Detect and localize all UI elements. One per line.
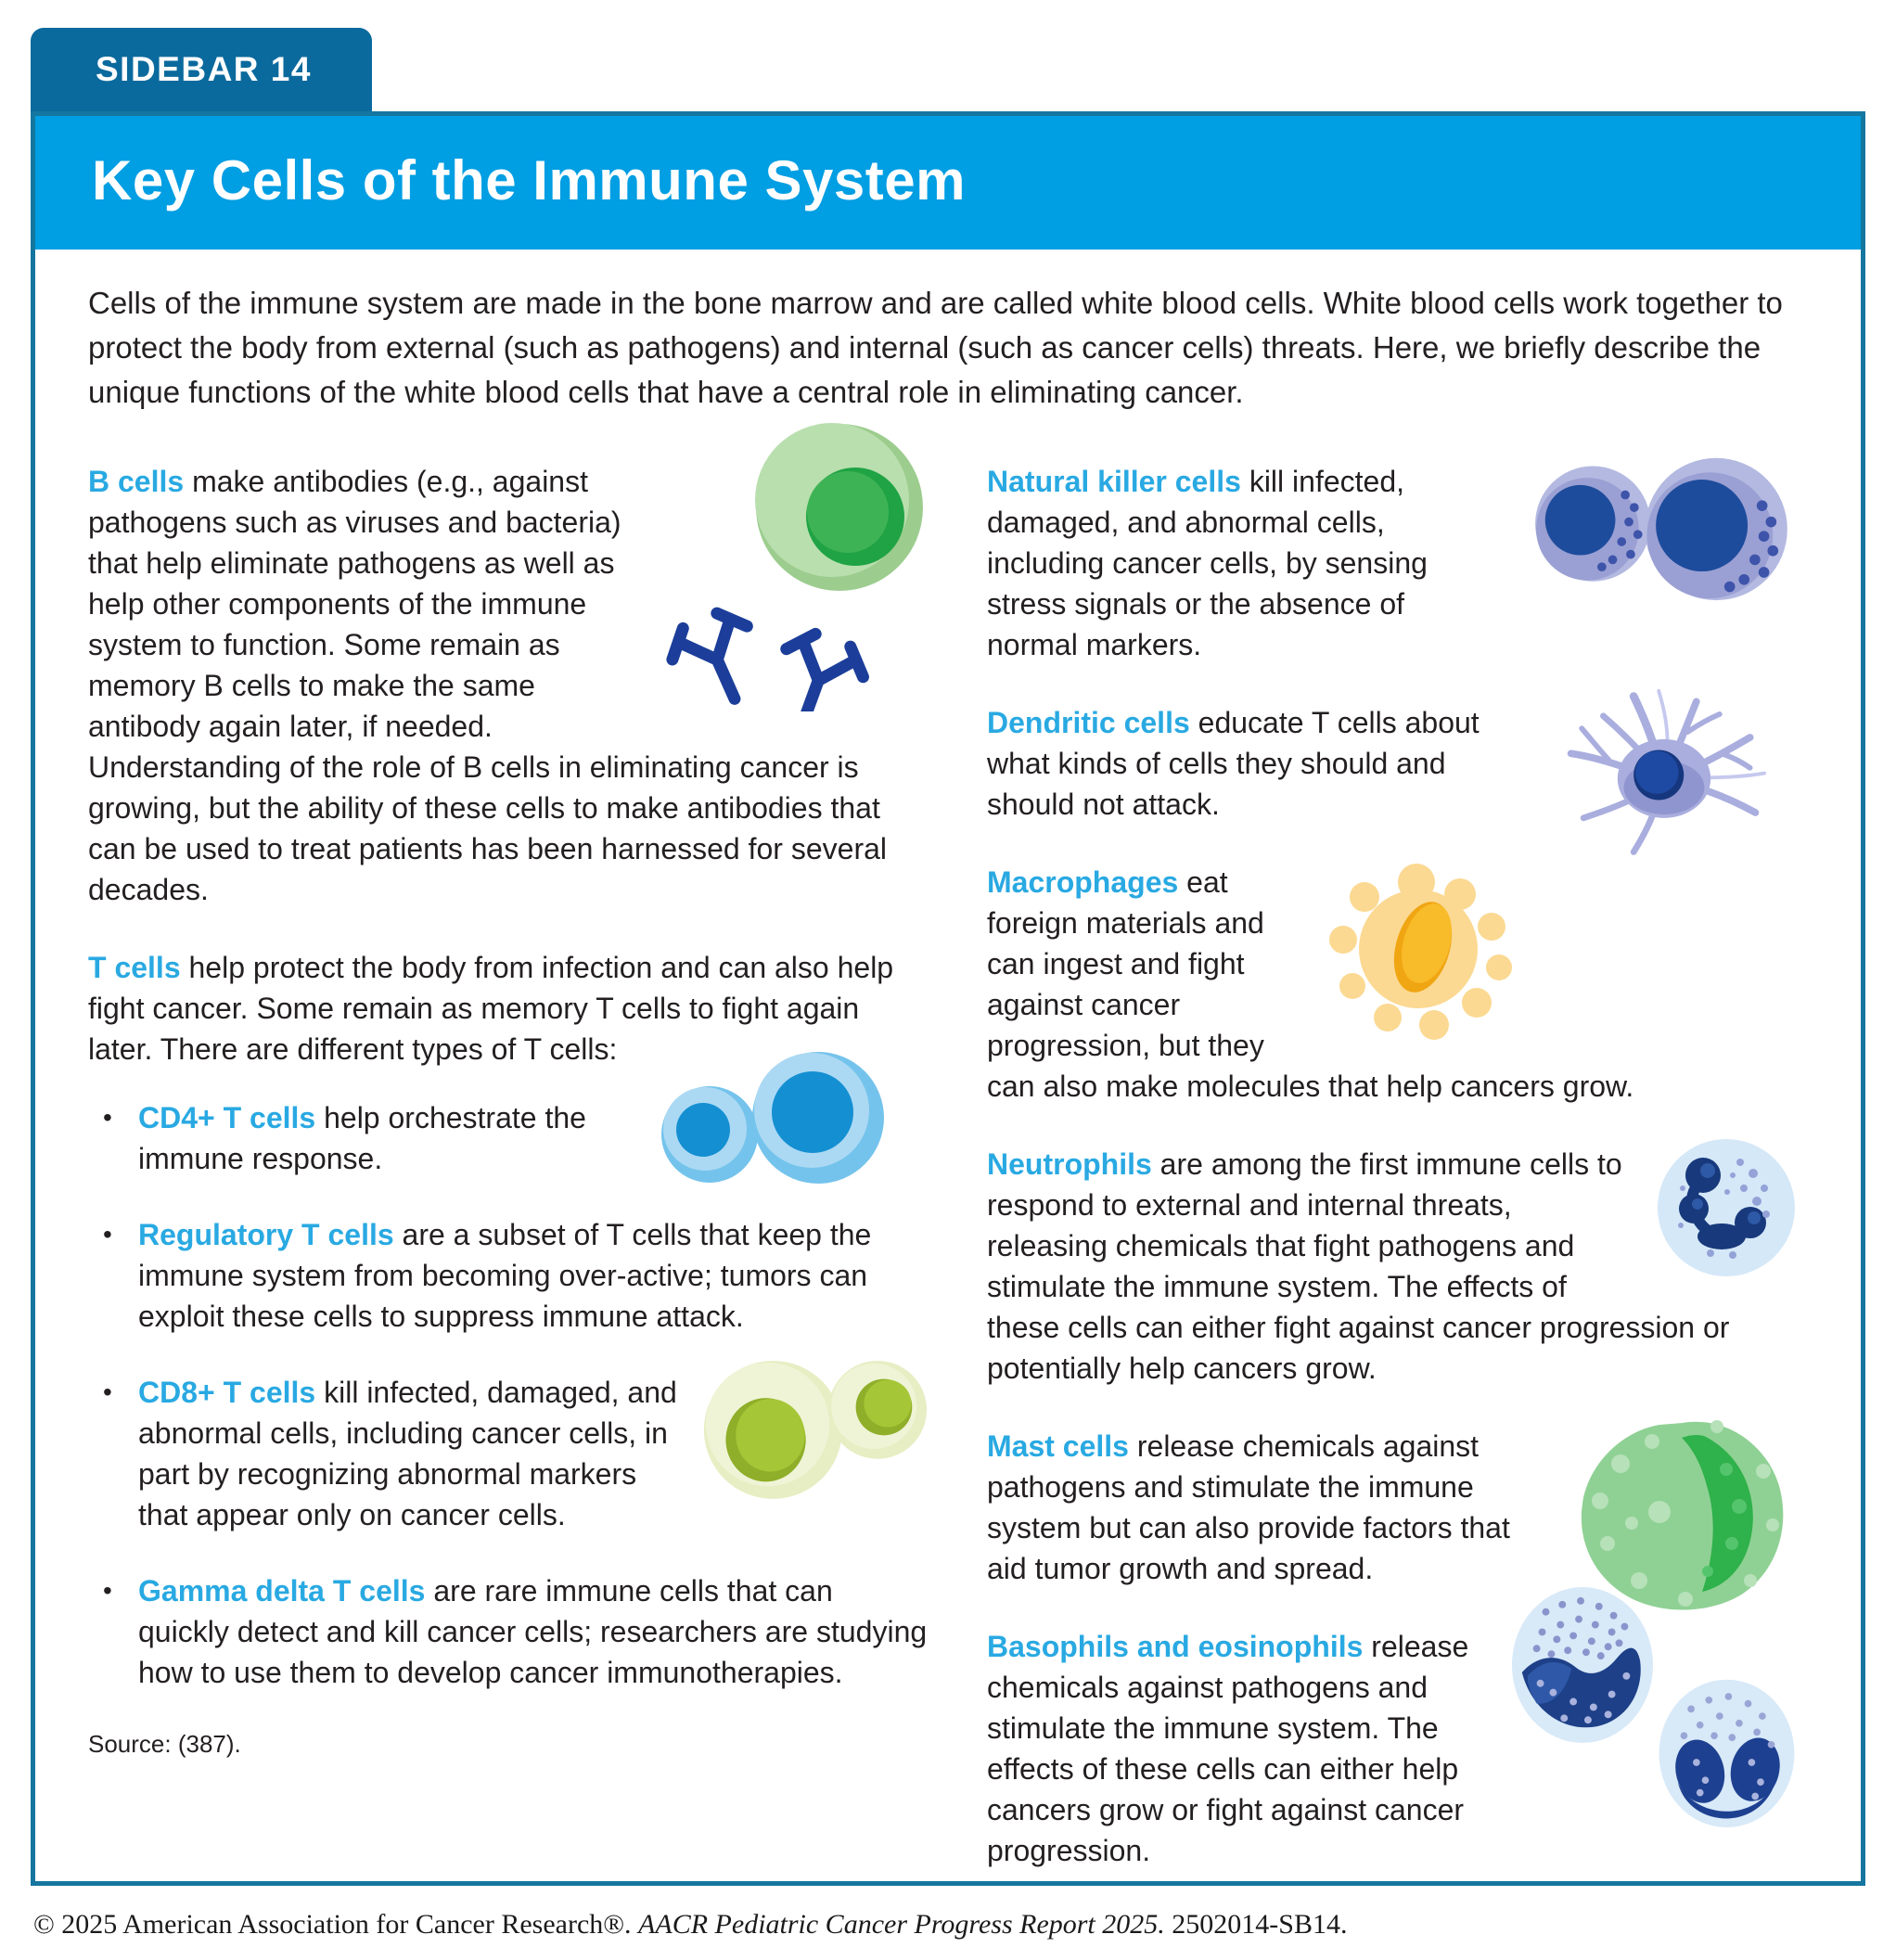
dendritic-cell-illustration <box>1530 685 1799 865</box>
source-note: Source: (387). <box>88 1730 241 1758</box>
bullet-dot: • <box>103 1103 112 1132</box>
macrophage-illustration <box>1321 854 1520 1049</box>
bullet-dot: • <box>103 1377 112 1406</box>
gamma-delta-text: are rare immune cells that can quickly detect and kill cancer cells; researchers are studying how to use them to develop cancer immunotherapies. <box>138 1574 928 1689</box>
footer-credit <box>33 1909 1861 1941</box>
regulatory-text: are a subset of T cells that keep the immune system from becoming over-active; tumors can exploit these cells to suppress immune attack. <box>138 1218 872 1333</box>
sidebar-content <box>88 281 1799 1908</box>
bullet-cd8-text-block <box>138 1372 928 1535</box>
bullet-cd8-t-cells <box>88 1372 928 1535</box>
t-cells-text: help protect the body from infection and can also help fight cancer. Some remain as memory T cells to fight again later. There are different types of T cells: <box>88 951 894 1066</box>
dendritic-term: Dendritic cells <box>987 706 1190 739</box>
intro-paragraph: Cells of the immune system are made in the bone marrow and are called white blood cells. White blood cells work together to protect the body from external (such as pathogens) and internal (such as cancer cells) threats. Here, we briefly describe the unique functions of the white blood cells that have a central role in eliminating cancer. <box>88 286 1783 409</box>
cd8-term: CD8+ T cells <box>138 1376 316 1409</box>
neutrophils-section <box>987 1144 1799 1389</box>
basophils-term: Basophils and eosinophils <box>987 1630 1364 1663</box>
natural-killer-cells-illustration <box>1520 450 1799 603</box>
sidebar-tab <box>31 28 372 111</box>
mast-cells-section <box>987 1426 1799 1589</box>
cd8-text: kill infected, damaged, and abnormal cells, including cancer cells, in part by recognizing abnormal markers that appear only on cancer cells. <box>138 1376 677 1531</box>
b-cells-text: make antibodies (e.g., against pathogens such as viruses and bacteria) that help eliminate pathogens as well as help other components of the immune system to function. Some remain as memory B cells to make the same antibody again later, if needed. Understanding of the role of B cells in eliminating cancer is growing, but the ability of these cells to make antibodies that can be used to treat patients has been harnessed for several decades. <box>88 465 887 906</box>
eosinophil-illustration <box>1655 1673 1799 1829</box>
footer-copyright: © 2025 American Association for Cancer Research®. <box>33 1909 639 1940</box>
basophils-text: release chemicals against pathogens and stimulate the immune system. The effects of these cells can either help cancers grow or fight against cancer progression. <box>987 1630 1469 1867</box>
bullet-regulatory-t-cells <box>88 1214 928 1337</box>
nk-term: Natural killer cells <box>987 465 1241 498</box>
footer-code: 2502014-SB14. <box>1164 1909 1348 1940</box>
gamma-delta-term: Gamma delta T cells <box>138 1574 426 1608</box>
b-cell-illustration <box>649 419 928 711</box>
neutrophils-term: Neutrophils <box>987 1147 1152 1181</box>
macrophages-text: eat foreign materials and can ingest and fight against cancer progression, but they can also make molecules that help cancers grow. <box>987 865 1634 1103</box>
bullet-regulatory-text-block <box>138 1214 928 1337</box>
macrophages-term: Macrophages <box>987 865 1179 899</box>
neutrophils-text: are among the first immune cells to respond to external and internal threats, releasing chemicals that fight pathogens and stimulate the immune system. The effects of these cells can either fight against cancer progression or potentially help cancers grow. <box>987 1147 1730 1385</box>
footer-report-title: AACR Pediatric Cancer Progress Report 2025. <box>638 1909 1165 1940</box>
macrophages-section <box>987 862 1799 1107</box>
regulatory-term: Regulatory T cells <box>138 1218 394 1251</box>
mast-cells-term: Mast cells <box>987 1429 1129 1463</box>
mast-cells-text: release chemicals against pathogens and stimulate the immune system but can also provide factors that aid tumor growth and spread. <box>987 1429 1510 1585</box>
b-cells-paragraph <box>88 461 928 910</box>
sidebar-tab-label: SIDEBAR 14 <box>96 50 312 88</box>
nk-text: kill infected, damaged, and abnormal cells, including cancer cells, by sensing stress signals or the absence of normal markers. <box>987 465 1428 661</box>
bullet-dot: • <box>103 1576 112 1605</box>
bullet-gamma-text-block <box>138 1570 928 1693</box>
natural-killer-cells-section <box>987 461 1799 665</box>
dendritic-cells-section <box>987 702 1799 825</box>
left-column <box>88 461 928 1784</box>
cd4-text: help orchestrate the immune response. <box>138 1101 586 1175</box>
cd4-t-cells-illustration <box>659 1051 890 1185</box>
dendritic-text: educate T cells about what kinds of cells they should and should not attack. <box>987 706 1480 821</box>
t-cells-term: T cells <box>88 951 181 984</box>
page-title: Key Cells of the Immune System <box>92 149 966 211</box>
cd8-t-cells-illustration <box>700 1355 928 1501</box>
bullet-gamma-delta-t-cells <box>88 1570 928 1693</box>
right-column <box>987 461 1799 1908</box>
neutrophil-illustration <box>1655 1136 1799 1280</box>
bullet-cd4-t-cells <box>88 1097 928 1179</box>
cd4-term: CD4+ T cells <box>138 1101 316 1134</box>
b-cells-term: B cells <box>88 465 185 498</box>
basophil-eosinophil-illustration-group <box>1509 1584 1799 1821</box>
basophils-eosinophils-section <box>987 1626 1799 1871</box>
two-column-layout <box>88 461 1799 1908</box>
bullet-dot: • <box>103 1220 112 1249</box>
basophil-illustration <box>1509 1584 1656 1745</box>
